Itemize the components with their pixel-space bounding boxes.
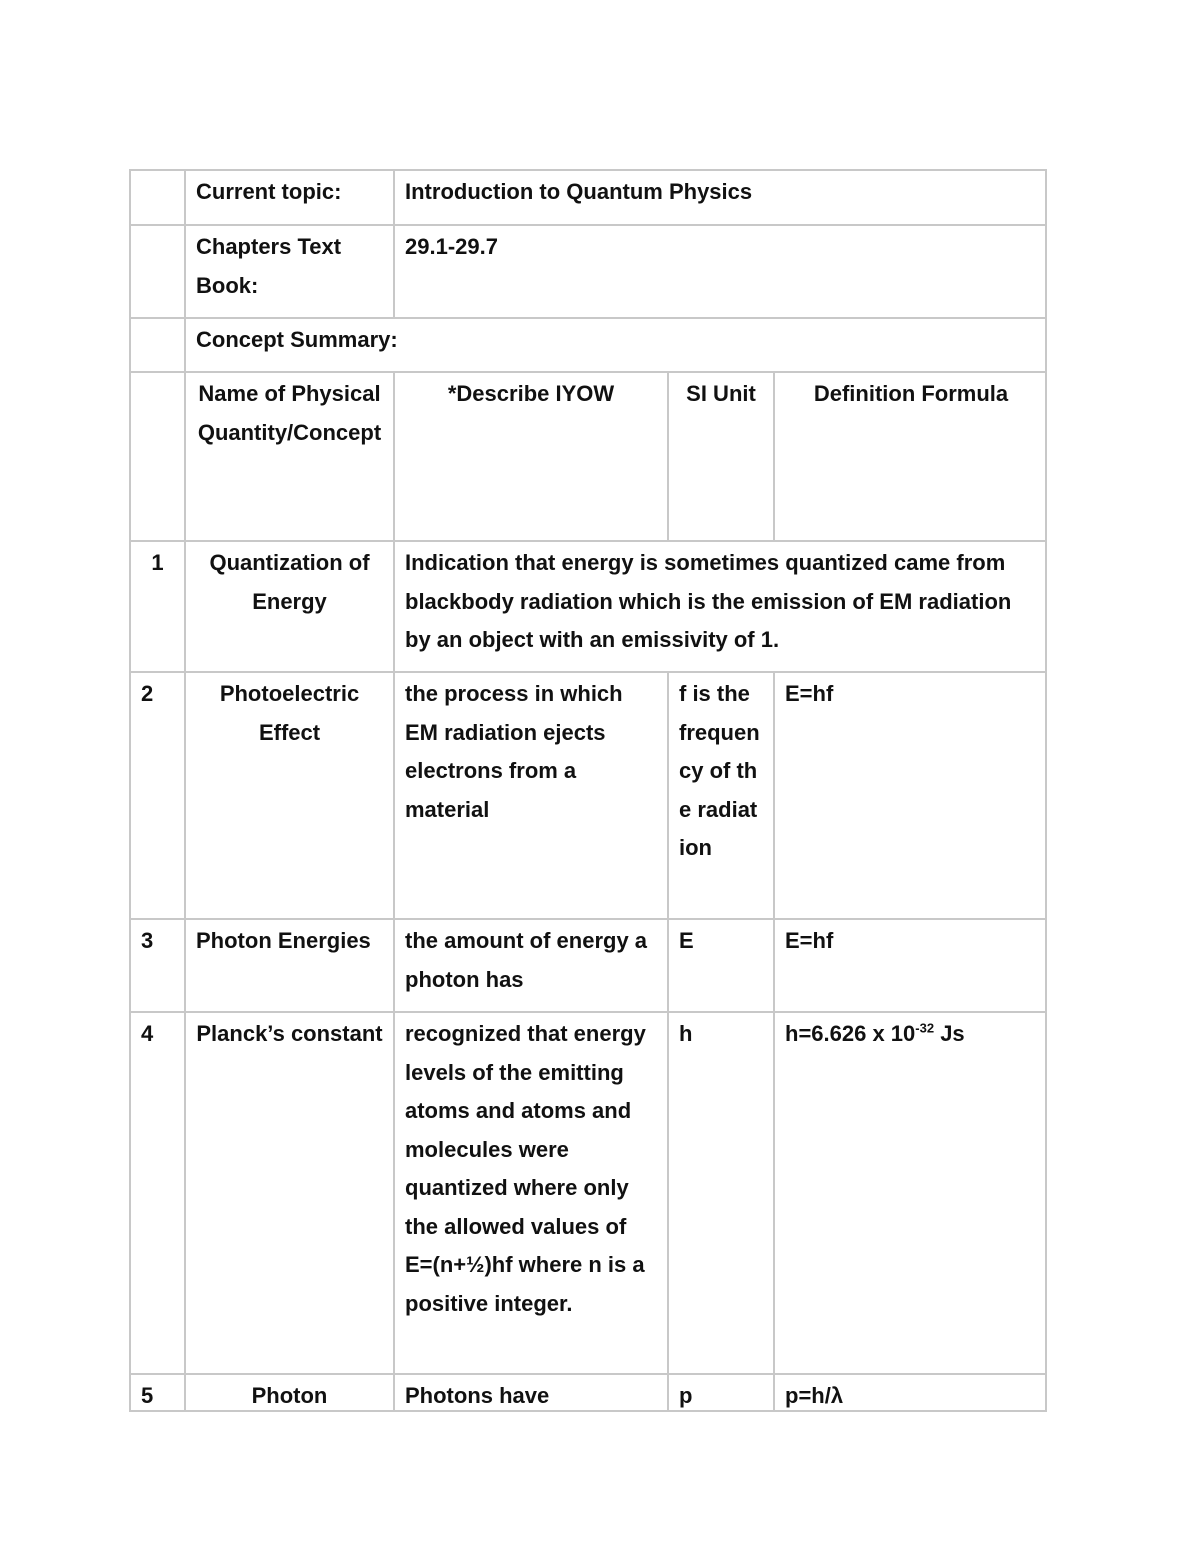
concept-name: Quantization of Energy — [186, 542, 395, 673]
concept-description: Indication that energy is sometimes quantized came from blackbody radiation which is the emission of EM radiation by an object with an emissivity of 1. — [395, 542, 1047, 673]
concept-summary-label: Concept Summary: — [186, 319, 1047, 373]
concept-formula: p=h/λ — [785, 1383, 844, 1408]
concept-formula: E=hf — [775, 920, 1047, 1013]
concept-si-unit: E — [669, 920, 775, 1013]
blank-number-cell — [131, 226, 186, 319]
topic-value: Introduction to Quantum Physics — [395, 171, 1047, 226]
row-number: 4 — [131, 1013, 186, 1375]
blank-number-cell — [131, 373, 186, 542]
column-header-si-unit: SI Unit — [669, 373, 775, 542]
concept-formula: E=hf — [775, 673, 1047, 920]
column-header-describe: *Describe IYOW — [395, 373, 669, 542]
concept-name: Planck’s constant — [186, 1013, 395, 1375]
row-number: 2 — [131, 673, 186, 920]
concept-description: the amount of energy a photon has — [395, 920, 669, 1013]
chapters-label: Chapters Text Book: — [186, 226, 395, 319]
row-number: 5 — [131, 1375, 186, 1412]
blank-number-cell — [131, 319, 186, 373]
formula-unit: Js — [934, 1021, 965, 1046]
chapters-value: 29.1-29.7 — [395, 226, 1047, 319]
concept-formula — [775, 1013, 1047, 1375]
concept-si-unit: h — [669, 1013, 775, 1375]
concept-description: the process in which EM radiation ejects electrons from a material — [395, 673, 669, 920]
formula-exponent: -32 — [915, 1020, 935, 1036]
concept-description: Photons have — [395, 1375, 669, 1412]
row-number: 3 — [131, 920, 186, 1013]
formula-base: h=6.626 x 10 — [785, 1021, 916, 1046]
concept-name: Photon Energies — [186, 920, 395, 1013]
concept-name: Photoelectric Effect — [186, 673, 395, 920]
concept-name: Photon — [186, 1375, 395, 1412]
concept-summary-table — [129, 169, 1047, 1412]
concept-si-unit: f is the frequency of the radiation — [669, 673, 775, 920]
blank-number-cell — [131, 171, 186, 226]
concept-description: recognized that energy levels of the emitting atoms and atoms and molecules were quantized where only the allowed values of E=(n+½)hf where n is a positive integer. — [395, 1013, 669, 1375]
column-header-formula: Definition Formula — [775, 373, 1047, 542]
column-header-name: Name of Physical Quantity/Concept — [186, 373, 395, 542]
concept-si-unit: p — [669, 1375, 775, 1412]
topic-label: Current topic: — [186, 171, 395, 226]
row-number: 1 — [131, 542, 186, 673]
